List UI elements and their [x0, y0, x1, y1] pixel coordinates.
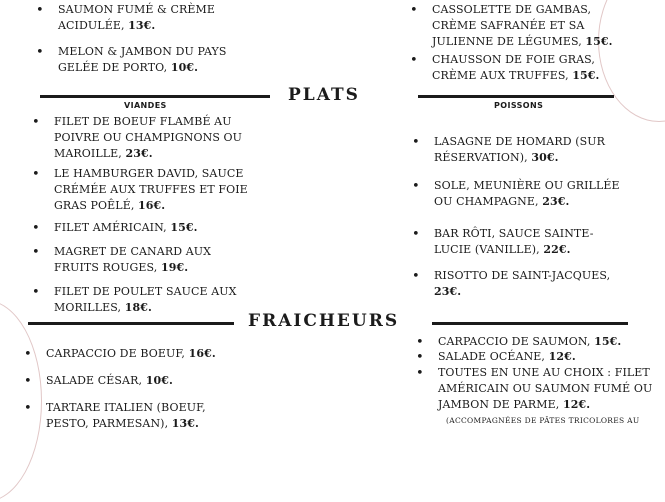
bullet-icon: • [32, 167, 40, 182]
bullet-icon: • [416, 366, 424, 381]
bullet-icon: • [412, 227, 420, 242]
menu-item-text: AMÉRICAIN OU SAUMON FUMÉ OU [438, 382, 653, 395]
menu-item-text: CARPACCIO DE BOEUF, 16€. [46, 347, 216, 360]
menu-item [24, 400, 206, 432]
menu-item-price: 12€. [548, 350, 576, 363]
plats-rule-right [418, 95, 614, 98]
menu-item-text: PESTO, PARMESAN), 13€. [46, 417, 199, 430]
bullet-icon: • [32, 245, 40, 260]
menu-item-price: 23€. [434, 285, 462, 298]
bullet-icon: • [36, 45, 44, 60]
menu-item-price: 23€. [542, 195, 570, 208]
menu-item-text: FILET DE BOEUF FLAMBÉ AU [54, 115, 232, 128]
menu-item [32, 284, 237, 316]
bullet-icon: • [410, 3, 418, 18]
menu-item-text: RISOTTO DE SAINT-JACQUES, [434, 269, 611, 282]
bullet-icon: • [36, 3, 44, 18]
menu-item [412, 134, 605, 166]
menu-item-text: TARTARE ITALIEN (BOEUF, [46, 401, 206, 414]
fraicheurs-title: FRAICHEURS [248, 311, 400, 331]
accompaniment-note: (ACCOMPAGNÉES DE PÂTES TRICOLORES AU [446, 416, 640, 425]
plats-rule-left [40, 95, 270, 98]
menu-item [24, 346, 216, 362]
bullet-icon: • [32, 285, 40, 300]
menu-item-text: SALADE OCÉANE, 12€. [438, 350, 576, 363]
menu-item-price: 13€. [128, 19, 156, 32]
menu-item-text: GRAS POÊLÉ, 16€. [54, 199, 166, 212]
menu-item-text: LE HAMBURGER DAVID, SAUCE [54, 167, 244, 180]
poissons-label: POISSONS [494, 101, 544, 110]
fraicheurs-rule-left [28, 322, 234, 325]
menu-item [416, 349, 576, 365]
menu-item [416, 365, 652, 413]
menu-item-text: BAR RÔTI, SAUCE SAINTE- [434, 227, 594, 240]
menu-item-text: CRÈME AUX TRUFFES, 15€. [432, 69, 600, 82]
menu-item-price: 30€. [531, 151, 559, 164]
menu-item-text: ACIDULÉE, 13€. [58, 19, 156, 32]
menu-item [24, 373, 173, 389]
menu-item-text: FILET DE POULET SAUCE AUX [54, 285, 237, 298]
menu-item [32, 220, 198, 236]
bullet-icon: • [412, 179, 420, 194]
bullet-icon: • [24, 401, 32, 416]
viandes-label: VIANDES [124, 101, 167, 110]
menu-item-text: OU CHAMPAGNE, 23€. [434, 195, 570, 208]
menu-item [32, 166, 248, 214]
menu-item-text: CASSOLETTE DE GAMBAS, [432, 3, 592, 16]
menu-item-price: 15€. [170, 221, 198, 234]
menu-item-price: 10€. [145, 374, 173, 387]
menu-item-text: TOUTES EN UNE AU CHOIX : FILET [438, 366, 650, 379]
menu-item-price: 12€. [563, 398, 591, 411]
menu-item-price: 16€. [138, 199, 166, 212]
bullet-icon: • [24, 374, 32, 389]
menu-item-text: MAGRET DE CANARD AUX [54, 245, 212, 258]
menu-item [410, 52, 600, 84]
bullet-icon: • [412, 269, 420, 284]
menu-item [36, 44, 227, 76]
menu-item-price: 15€. [594, 335, 622, 348]
menu-item [416, 334, 621, 350]
menu-item-text: CRÉMÉE AUX TRUFFES ET FOIE [54, 183, 248, 196]
menu-item-text: LASAGNE DE HOMARD (SUR [434, 135, 606, 148]
menu-item-text: RÉSERVATION), 30€. [434, 151, 559, 164]
menu-item [32, 244, 211, 276]
menu-item-text: JULIENNE DE LÉGUMES, 15€. [432, 35, 613, 48]
menu-item-price: 10€. [170, 61, 199, 74]
menu-item [32, 114, 242, 162]
menu-item-price: 23€. [125, 147, 153, 160]
menu-item-text: SALADE CÉSAR, 10€. [46, 374, 173, 387]
menu-item-text: LUCIE (VANILLE), 22€. [434, 243, 571, 256]
menu-item-text: SAUMON FUMÉ & CRÈME [58, 3, 216, 16]
menu-item-price: 15€. [572, 69, 600, 82]
bullet-icon: • [416, 350, 424, 365]
menu-item-text: CARPACCIO DE SAUMON, 15€. [438, 335, 622, 348]
menu-item-text [412, 284, 610, 300]
menu-item-text: FRUITS ROUGES, 19€. [54, 261, 189, 274]
menu-item-text: CHAUSSON DE FOIE GRAS, [432, 53, 595, 66]
menu-item-text: MAROILLE, 23€. [54, 147, 153, 160]
bullet-icon: • [410, 53, 418, 68]
bullet-icon: • [416, 335, 424, 350]
menu-item-price: 16€. [188, 347, 216, 360]
menu-item-text: POIVRE OU CHAMPIGNONS OU [54, 131, 243, 144]
menu-item-text: MORILLES, 18€. [54, 301, 152, 314]
menu-item [412, 268, 610, 300]
bullet-icon: • [412, 135, 420, 150]
menu-item-price: 15€. [585, 35, 613, 48]
menu-item [36, 2, 215, 34]
menu-item-price: 18€. [124, 301, 152, 314]
menu-item-price: 13€. [171, 417, 199, 430]
plats-title: PLATS [288, 85, 360, 105]
menu-item-text: GELÉE DE PORTO, 10€. [58, 61, 199, 74]
bullet-icon: • [24, 347, 32, 362]
menu-item [412, 226, 594, 258]
menu-item-text: FILET AMÉRICAIN, 15€. [54, 221, 198, 234]
menu-item [410, 2, 613, 50]
fraicheurs-rule-right [432, 322, 628, 325]
bullet-icon: • [32, 221, 40, 236]
bullet-icon: • [32, 115, 40, 130]
menu-item-price: 19€. [160, 261, 189, 274]
menu-item [412, 178, 620, 210]
menu-item-text: CRÈME SAFRANÉE ET SA [432, 19, 585, 32]
menu-item-text: MELON & JAMBON DU PAYS [58, 45, 227, 58]
menu-item-text: JAMBON DE PARME, 12€. [438, 398, 591, 411]
menu-item-price: 22€. [543, 243, 571, 256]
menu-item-text: SOLE, MEUNIÈRE OU GRILLÉE [434, 179, 620, 192]
